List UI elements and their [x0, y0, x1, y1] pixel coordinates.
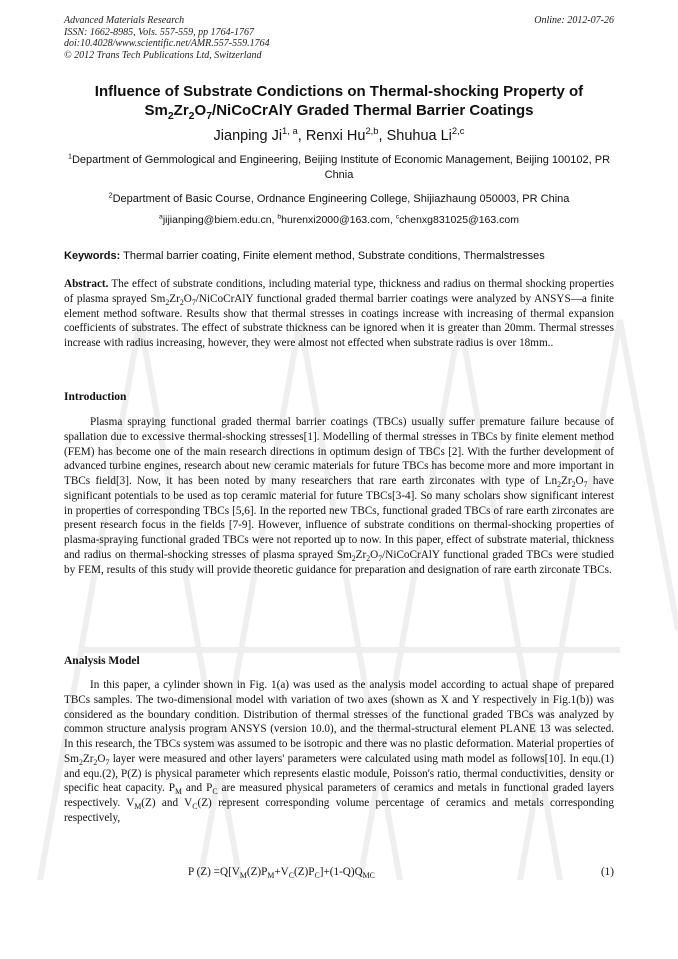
author-list: Jianping Ji$^{1, a}$, Renxi Hu$^{2,b}$, Shuhua Li$^{2,c}$ [213, 125, 465, 144]
paper-title [40, 82, 638, 120]
section-heading-analysis-model: Analysis Model [64, 655, 140, 667]
email-link[interactable]: chenxg831025@163.com [399, 214, 519, 226]
abstract: Abstract. The effect of substrate conditions, including material type, thickness and radius on thermal shocking properties of plasma sprayed $Sm_2Zr_2O_7$/NiCoCrAlY functional graded thermal barrier coatings were analyzed by ANSYS—a finite element method software. Results show that thermal stresses in coatings increase with increasing of thermal expansion coefficients of substrates. The effect of substrate thickness can be ignored when it is greater than 20mm. Thermal stresses increase with radius increasing, however, they were almost not effected when substrate radius is over 18mm.. [64, 278, 614, 349]
email-link[interactable]: hurenxi2000@163.com, [281, 214, 396, 226]
online-date: Online: 2012-07-26 [534, 15, 614, 26]
title-line-2: $Sm_2Zr_2O_7$/NiCoCrAlY Graded Thermal Barrier Coatings [144, 102, 534, 122]
introduction-paragraph: Plasma spraying functional graded thermal barrier coatings (TBCs) usually suffer premature failure because of spallation due to excessive thermal-shocking stresses[1]. Modelling of thermal stresses in TBCs by finite element method (FEM) has become one of the main research directions in optimum design of TBCs [2]. With the further development of advanced turbine engines, research about new ceramic materials for future TBCs has become more and more important in TBCs field[3]. Now, it has been noted by many researchers that rare earth zirconates with type of $Ln_2Zr_2O_7$ have significant potentials to be used as top ceramic material for future TBCs[3-4]. So many scholars show significant interest in properties of corresponding TBCs [5,6]. In the reported new TBCs, functional graded TBCs of rare earth zirconates are present research focus in the fields [7-9]. However, influence of substrate conditions on thermal-shocking properties of plasma-spraying functional graded TBCs were not reported up to now. In this paper, effect of substrate material, thickness and radius on thermal-shocking stresses of plasma sprayed $Sm_2Zr_2O_7$/NiCoCrAlY functional graded TBCs were studied by FEM, results of this study will provide theoretic guidance for preparation and designation of rare earth zirconate TBCs. [64, 416, 614, 576]
author-name: Jianping Ji [213, 128, 283, 144]
equation-body: P $(Z) =Q[V_M(Z)P_M+V_C(Z)P_C]+(1-Q)Q_{MC}$ [188, 866, 375, 881]
affiliation-2: $^2$Department of Basic Course, Ordnance Engineering College, Shijiazhaung 050003, PR China [108, 191, 570, 205]
abstract-label: Abstract. [64, 278, 109, 290]
title-line-1: Influence of Substrate Condictions on Thermal-shocking Property of [94, 83, 584, 100]
author-name: Shuhua Li [386, 128, 452, 144]
keywords: Keywords: Thermal barrier coating, Finite element method, Substrate conditions, Thermalstresses [64, 250, 545, 262]
section-heading-introduction: Introduction [64, 391, 127, 403]
journal-header [64, 15, 270, 61]
equation-number: (1) [600, 866, 614, 878]
journal-doi: doi:10.4028/www.scientific.net/AMR.557-559.1764 [64, 38, 270, 49]
affiliation-1: $^1$Department of Gemmological and Engineering, Beijing Institute of Economic Management, Beijing 100102, PR Chnia [67, 152, 611, 181]
author-name: Renxi Hu [305, 128, 366, 144]
journal-name: Advanced Materials Research [64, 15, 185, 26]
journal-issn: ISSN: 1662-8985, Vols. 557-559, pp 1764-1767 [64, 26, 254, 38]
author-emails: $^a$jijianping@biem.edu.cn, $^b$hurenxi2000@163.com, $^c$chenxg831025@163.com [159, 213, 519, 226]
email-link[interactable]: jijianping@biem.edu.cn, [162, 214, 278, 226]
journal-copyright: © 2012 Trans Tech Publications Ltd, Switzerland [64, 49, 262, 61]
analysis-paragraph: In this paper, a cylinder shown in Fig. 1(a) was used as the analysis model according to actual shape of prepared TBCs samples. The two-dimensional model with variation of two axes (shown as X and Y respectively in Fig.1(b)) was considered as the boundary condition. Distribution of thermal stresses of the functional graded TBCs was analyzed by common structure analysis program ANSYS (version 10.0), and the thermal-structural element PLANE 13 was selected. In this research, the TBCs system was assumed to be isotropic and there was no plastic deformation. Material properties of $Sm_2Zr_2O_7$ layer were measured and other layers' parameters were calculated using math model as follows[10]. In equ.(1) and equ.(2), P(Z) is physical parameter which represents elastic module, Poisson's ratio, thermal conductivities, density or specific heat capacity. $P_M$ and $P_C$ are measured physical parameters of ceramics and metals in functional graded layers respectively. $V_M(Z)$ and $V_C(Z)$ represent corresponding volume percentage of ceramics and metals corresponding respectively, [64, 679, 615, 824]
